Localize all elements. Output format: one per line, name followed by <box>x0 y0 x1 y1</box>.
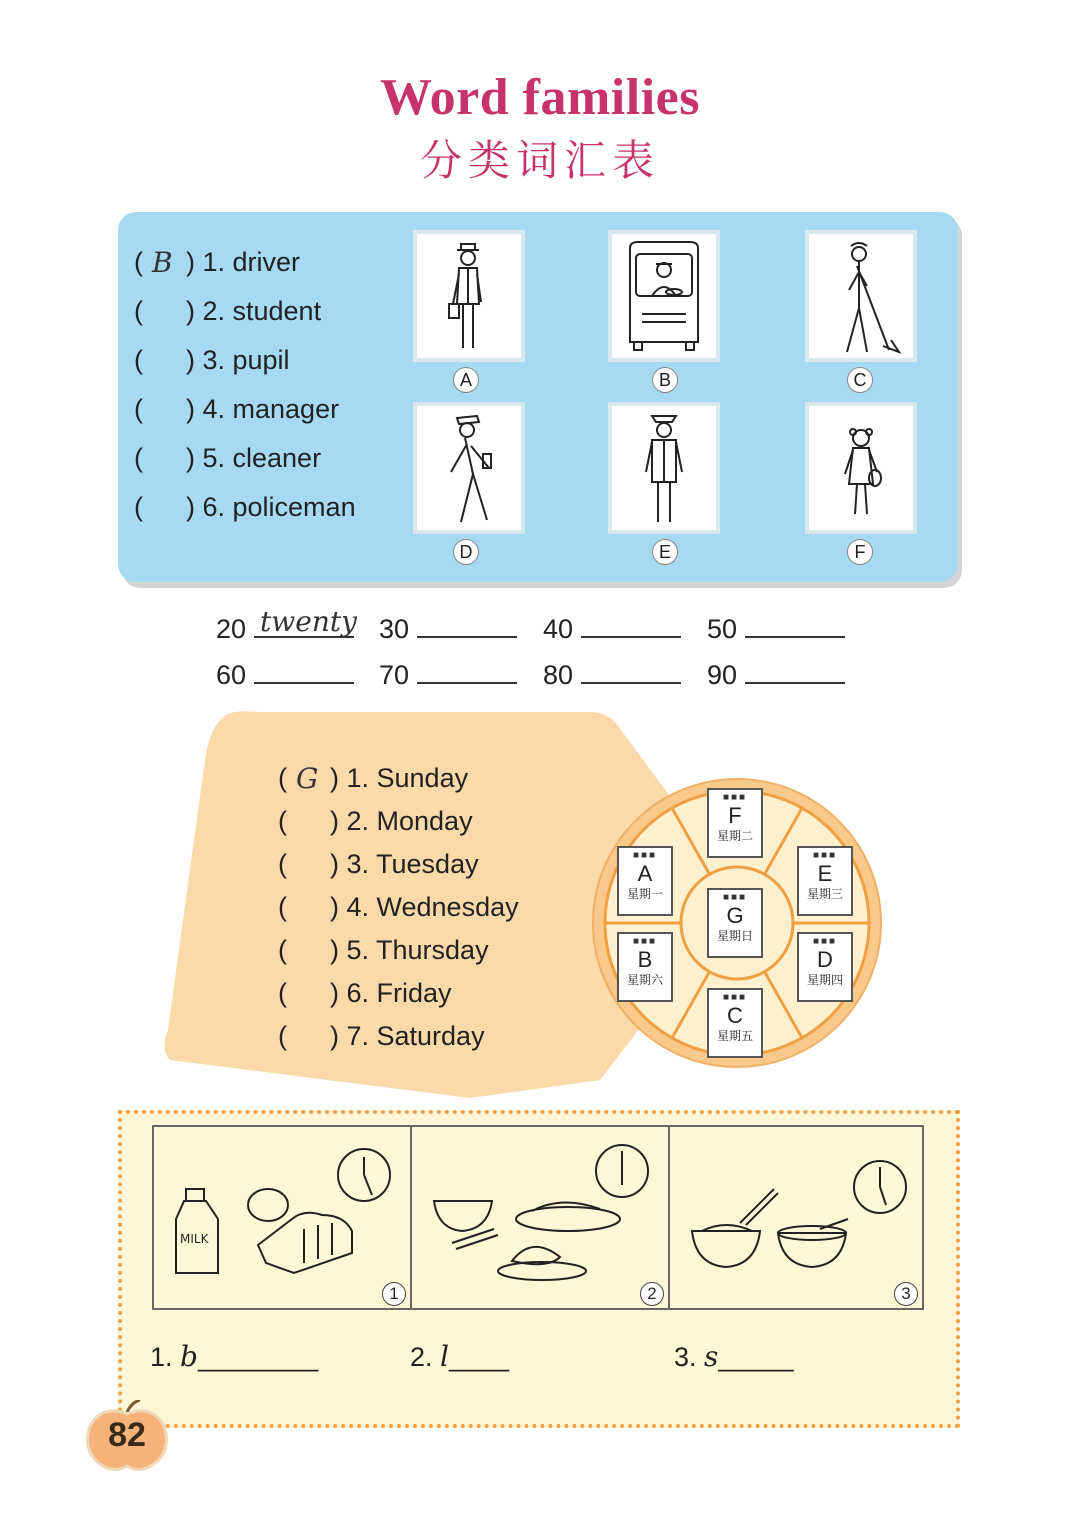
dumpling-plate-icon <box>498 1247 586 1280</box>
list-item: ( ) 5. Thursday <box>278 929 519 972</box>
answer-slot[interactable]: ( <box>134 394 143 424</box>
number-blank[interactable] <box>581 612 681 638</box>
list-item: ( G ) 1. Sunday <box>278 757 519 800</box>
page-title: Word families <box>380 69 700 126</box>
picture-label-d: D <box>453 539 479 565</box>
number-blank[interactable] <box>581 658 681 684</box>
days-list <box>278 757 519 1058</box>
number-blank[interactable] <box>254 658 354 684</box>
businessman-icon <box>417 234 521 358</box>
calendar-c: ■■■ C 星期五 <box>707 988 763 1058</box>
picture-b <box>608 230 720 362</box>
page-number: 82 <box>82 1400 172 1470</box>
answer-slot[interactable]: ( <box>134 443 143 473</box>
cleaner-sweeping-icon <box>809 234 913 358</box>
answer-slot[interactable]: ( <box>278 1021 287 1051</box>
picture-a <box>413 230 525 362</box>
number-blank[interactable] <box>745 658 845 684</box>
calendar-g: ■■■ G 星期日 <box>707 888 763 958</box>
milk-bottle-icon <box>176 1189 218 1273</box>
list-item: ( B ) 1. driver <box>134 238 356 287</box>
list-item: ( ) 3. Tuesday <box>278 843 519 886</box>
answer-slot[interactable]: ( B <box>134 246 173 279</box>
picture-c <box>805 230 917 362</box>
svg-text:MILK: MILK <box>180 1232 209 1246</box>
list-item: ( ) 2. Monday <box>278 800 519 843</box>
list-item: ( ) 4. manager <box>134 385 356 434</box>
answer-slot[interactable]: ( G <box>278 762 319 795</box>
page-subtitle: 分类词汇表 <box>419 136 660 185</box>
calendar-a: ■■■ A 星期一 <box>617 846 673 916</box>
answer-slot[interactable]: ( <box>278 935 287 965</box>
clock-icon <box>596 1145 648 1197</box>
bowl-chopsticks-icon <box>434 1201 498 1249</box>
picture-label-c: C <box>847 367 873 393</box>
list-item: ( ) 2. student <box>134 287 356 336</box>
numbers-row-2: 60 70 80 90 <box>216 658 916 698</box>
list-item: ( ) 4. Wednesday <box>278 886 519 929</box>
list-item: ( ) 6. Friday <box>278 972 519 1015</box>
number-blank[interactable]: twenty <box>254 612 354 638</box>
clock-icon <box>854 1161 906 1213</box>
answer-slot[interactable]: ( <box>134 296 143 326</box>
picture-d <box>413 402 525 534</box>
meal-panel-2: 2 <box>412 1127 670 1308</box>
calendar-b: ■■■ B 星期六 <box>617 932 673 1002</box>
answer-slot[interactable]: ( <box>278 806 287 836</box>
answer-slot[interactable]: ( <box>278 892 287 922</box>
soup-bowl-icon <box>778 1219 848 1267</box>
list-item: ( ) 7. Saturday <box>278 1015 519 1058</box>
days-background <box>0 700 1080 1120</box>
schoolgirl-icon <box>809 406 913 530</box>
answer-slot[interactable]: ( <box>278 849 287 879</box>
meal-answer-1[interactable]: 1. b________ <box>150 1340 319 1373</box>
jobs-list <box>134 238 356 532</box>
number-blank[interactable] <box>417 658 517 684</box>
meal-answer-3[interactable]: 3. s_____ <box>674 1340 794 1373</box>
bus-driver-icon <box>612 234 716 358</box>
numbers-row-1: 20 twenty 30 40 50 <box>216 612 916 652</box>
calendar-f: ■■■ F 星期二 <box>707 788 763 858</box>
answer-slot[interactable]: ( <box>134 345 143 375</box>
sliced-meat-icon <box>516 1202 620 1231</box>
meal-answer-2[interactable]: 2. l____ <box>410 1340 510 1373</box>
list-item: ( ) 5. cleaner <box>134 434 356 483</box>
picture-label-f: F <box>847 539 873 565</box>
calendar-e: ■■■ E 星期三 <box>797 846 853 916</box>
meal-panel-1: MILK 1 <box>154 1127 412 1308</box>
policeman-icon <box>612 406 716 530</box>
picture-label-e: E <box>652 539 678 565</box>
picture-f <box>805 402 917 534</box>
answer-slot[interactable]: ( <box>134 492 143 522</box>
number-blank[interactable] <box>745 612 845 638</box>
meals-table <box>152 1125 924 1310</box>
number-blank[interactable] <box>417 612 517 638</box>
list-item: ( ) 6. policeman <box>134 483 356 532</box>
meal-panel-3: 3 <box>670 1127 922 1308</box>
noodle-bowl-icon <box>692 1189 778 1267</box>
answer-slot[interactable]: ( <box>278 978 287 1008</box>
egg-icon <box>248 1189 288 1221</box>
picture-e <box>608 402 720 534</box>
list-item: ( ) 3. pupil <box>134 336 356 385</box>
clock-icon <box>338 1149 390 1201</box>
bread-icon <box>258 1213 352 1273</box>
picture-label-a: A <box>453 367 479 393</box>
picture-label-b: B <box>652 367 678 393</box>
walking-boy-icon <box>417 406 521 530</box>
calendar-d: ■■■ D 星期四 <box>797 932 853 1002</box>
